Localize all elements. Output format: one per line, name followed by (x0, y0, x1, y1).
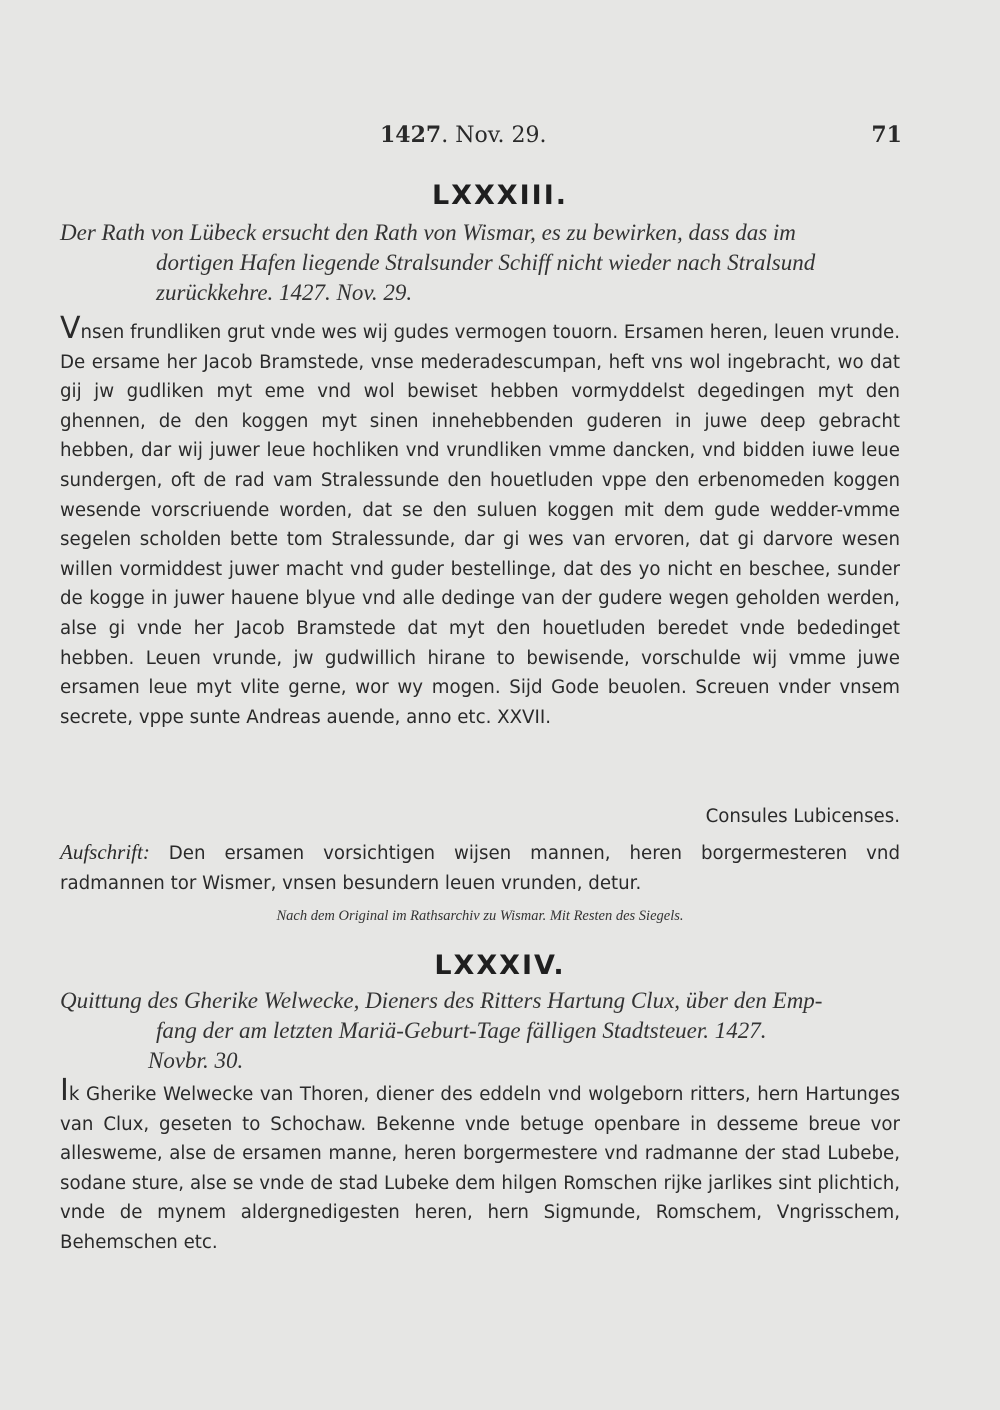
source-note: Nach dem Original im Rathsarchiv zu Wismar. Mit Resten des Siegels. (276, 908, 684, 924)
document-body-84 (60, 1073, 900, 1258)
initial-letter: V (60, 311, 81, 346)
aufschrift-text: Den ersamen vorsichtigen wijsen mannen, heren borgermesteren vnd radmannen tor Wismer, vnsen besundern leuen vrunden, detur. (60, 843, 900, 894)
page-number: 71 (871, 122, 902, 148)
document-body-83 (60, 311, 900, 732)
summary-line: zurückkehre. 1427. Nov. 29. (156, 280, 413, 305)
header-date (380, 122, 547, 148)
summary-line: dortigen Hafen liegende Stralsunder Schiff nicht wieder nach Stralsund (156, 250, 816, 275)
page-header (60, 122, 900, 158)
header-date-rest: . Nov. 29. (441, 123, 547, 148)
initial-letter: I (60, 1073, 69, 1108)
aufschrift-label: Aufschrift: (60, 840, 150, 864)
document-numeral-83: LXXXIII. (431, 180, 569, 211)
signature: Consules Lubicenses. (705, 806, 900, 827)
summary-line: Novbr. 30. (148, 1048, 244, 1073)
header-year: 1427 (380, 122, 442, 148)
body-paragraph (60, 311, 900, 732)
summary-line: Quittung des Gherike Welwecke, Dieners des Ritters Hartung Clux, über den Emp- (60, 988, 823, 1013)
body-paragraph (60, 1073, 900, 1258)
body-text: k Gherike Welwecke van Thoren, diener des eddeln vnd wolgeborn ritters, hern Hartunges van Clux, geseten to Schochaw. Bekenne vnde betuge openbare in desseme breue vor allesweme, alse de ersamen manne, heren borgermestere vnd radmanne der stad Lubebe, sodane sture, alse se vnde de stad Lubeke dem hilgen Romschen rijke jarlikes sint plichtich, vnde de mynem aldergnedigesten heren, hern Sigmunde, Romschem, Vngrisschem, Behemschen etc. (60, 1084, 900, 1253)
summary-line: Der Rath von Lübeck ersucht den Rath von Wismar, es zu bewirken, dass das im (60, 220, 796, 245)
document-numeral-84: LXXXIV. (434, 950, 566, 981)
aufschrift (60, 838, 900, 898)
body-text: nsen frundliken grut vnde wes wij gudes vermogen touorn. Ersamen heren, leuen vrunde. De ersame her Jacob Bramstede, vnse mederadescumpan, heft vns wol ingebracht, wo dat gij jw gudliken myt eme vnd wol bewiset hebben vormyddelst degedingen myt den ghennen, de den koggen myt sinen innehebbenden guderen in juwe deep gebracht hebben, dar wij juwer leue hochliken vnd vrundliken vmme dancken, vnd bidden iuwe leue sundergen, oft de rad vam Stralessunde den houetluden vppe den erbenomeden koggen wesende vorscriuende worden, dat se den suluen koggen mit dem gude wedder-vmme segelen scholden bette tom Stralessunde, dar gi wes van ervoren, dat gi darvore wesen willen vormiddest juwer macht vnd guder bestellinge, dat des yo nicht en beschee, sunder de kogge in juwer hauene blyue vnd alle dedinge van der gudere wegen geholden werden, alse gi vnde her Jacob Bramstede dat myt den houetluden beredet vnde bededinget hebben. Leuen vrunde, jw gudwillich hirane to bewisende, vorschulde wij vmme juwe ersamen leue myt vlite gerne, wor wy mogen. Sijd Gode beuolen. Screuen vnder vnsem secrete, vppe sunte Andreas auende, anno etc. XXVII. (60, 322, 900, 728)
document-summary-83 (60, 218, 900, 308)
document-summary-84 (60, 986, 900, 1076)
summary-line: fang der am letzten Mariä-Geburt-Tage fälligen Stadtsteuer. 1427. (156, 1018, 767, 1043)
